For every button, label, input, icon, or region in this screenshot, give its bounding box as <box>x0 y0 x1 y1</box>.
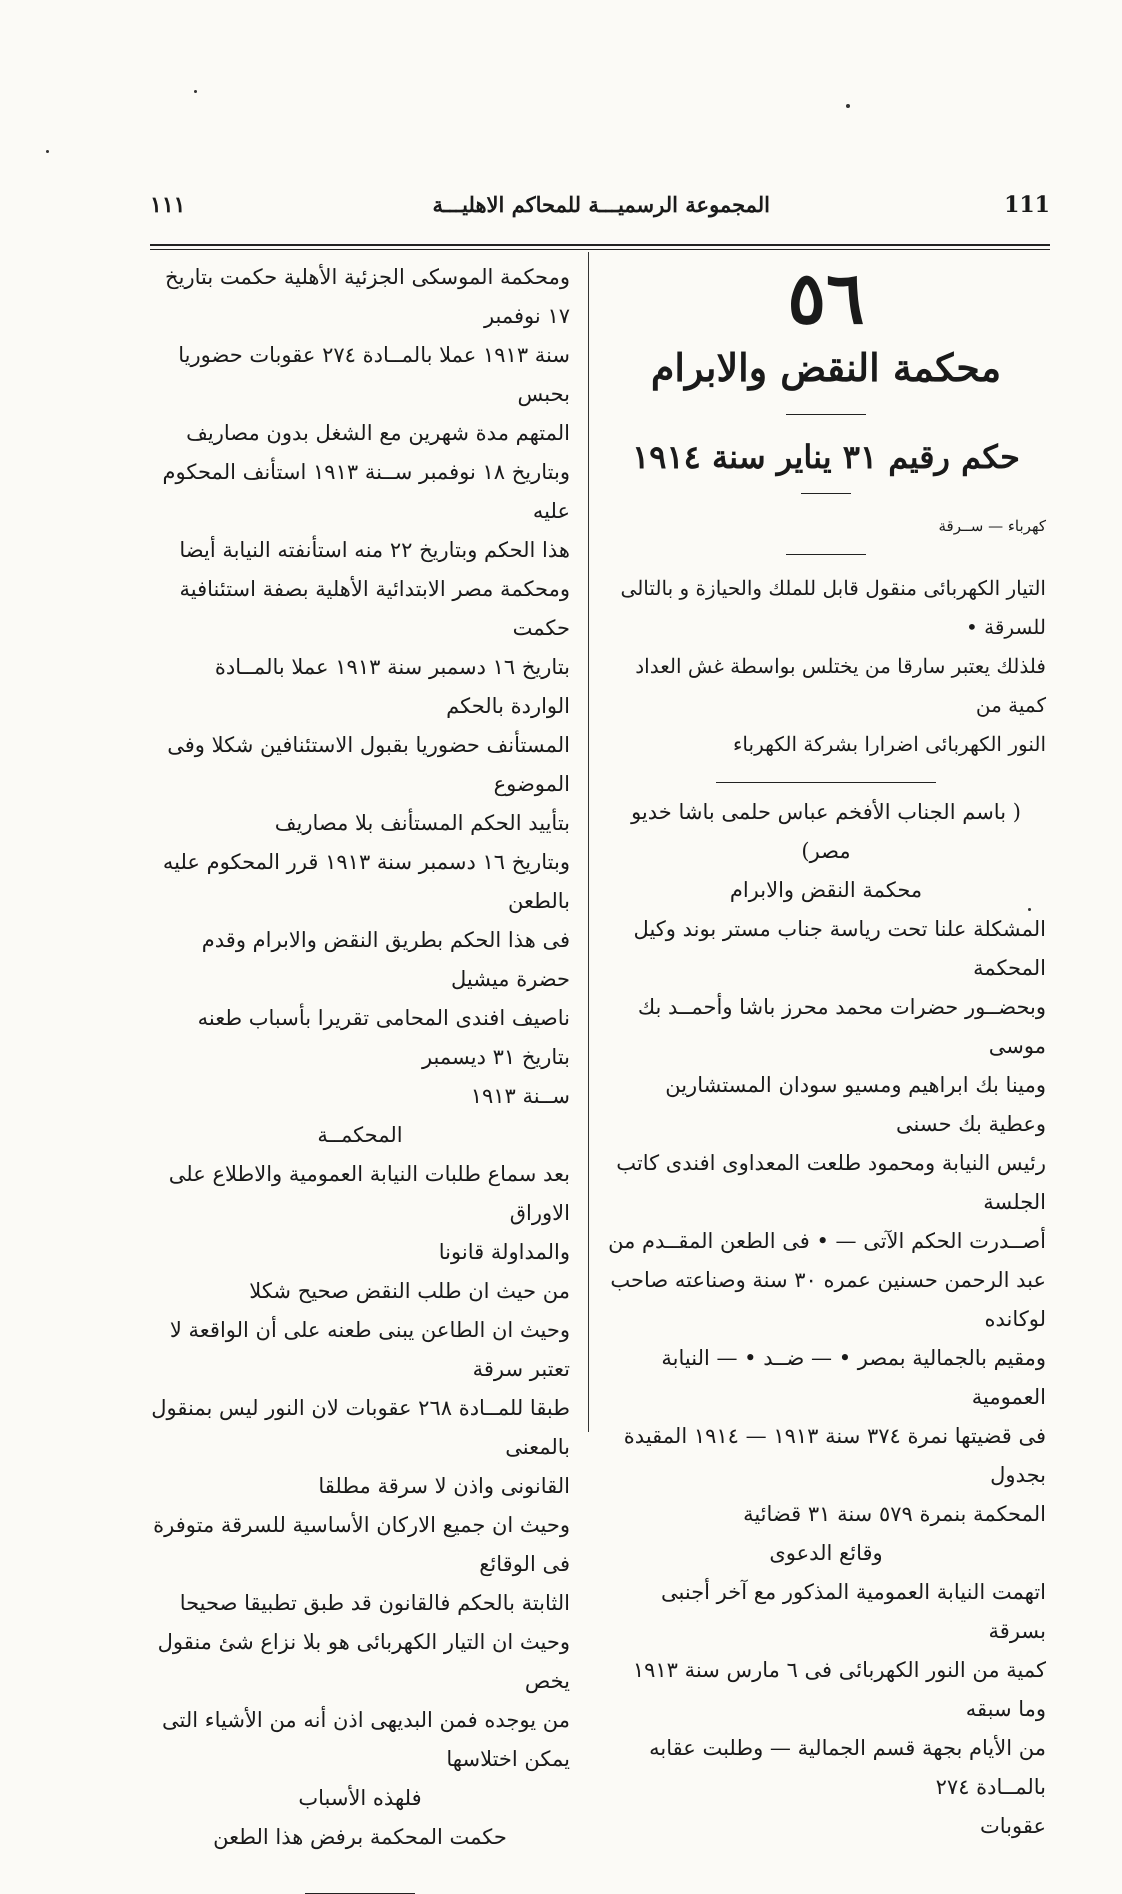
closing-heading: فلهذه الأسباب <box>298 1786 422 1810</box>
body-line: عبد الرحمن حسنين عمره ٣٠ سنة وصناعته صاحب لوكانده <box>610 1268 1046 1331</box>
text-line: ومحكمة مصر الابتدائية الأهلية بصفة استئنافية حكمت <box>179 577 570 640</box>
text-line: فى هذا الحكم بطريق النقض والابرام وقدم حضرة ميشيل <box>201 928 570 991</box>
summary-line: النور الكهربائى اضرارا بشركة الكهرباء <box>733 732 1046 756</box>
text-line: وبتاريخ ١٨ نوفمبر ســنة ١٩١٣ استأنف المحكوم عليه <box>162 460 570 523</box>
facts-line: من الأيام بجهة قسم الجمالية — وطلبت عقابه بالمــادة ٢٧٤ <box>649 1736 1046 1799</box>
subject-tags: كهرباء — ســرقة <box>938 517 1046 535</box>
reasoning-line: من يوجده فمن البديهى اذن أنه من الأشياء التى يمكن اختلاسها <box>162 1708 570 1771</box>
summary-line: التيار الكهربائى منقول قابل للملك والحيازة و بالتالى للسرقة • <box>620 576 1046 639</box>
text-line: سنة ١٩١٣ عملا بالمــادة ٢٧٤ عقوبات حضوريا بحبس <box>178 343 570 406</box>
body-line: ومينا بك ابراهيم ومسيو سودان المستشارين وعطية بك حسنى <box>665 1073 1046 1136</box>
summary-line: فلذلك يعتبر سارقا من يختلس بواسطة غش العداد كمية من <box>635 654 1046 717</box>
verdict: حكمت المحكمة برفض هذا الطعن <box>213 1825 507 1849</box>
divider <box>801 493 851 494</box>
court-heading: المحكمــة <box>317 1123 403 1147</box>
text-line: وبتاريخ ١٦ دسمبر سنة ١٩١٣ قرر المحكوم عليه بالطعن <box>162 850 570 913</box>
preamble-line: محكمة النقض والابرام <box>729 878 923 902</box>
body-line: وبحضــور حضرات محمد محرز باشا وأحمــد بك موسى <box>637 995 1046 1058</box>
reasoning-line: وحيث ان التيار الكهربائى هو بلا نزاع شئ منقول يخص <box>157 1630 570 1693</box>
body-line: المشكلة علنا تحت رياسة جناب مستر بوند وكيل المحكمة <box>633 917 1046 980</box>
left-column <box>150 258 570 1894</box>
ruling-body <box>606 910 1046 1534</box>
reasoning-line: من حيث ان طلب النقض صحيح شكلا <box>249 1279 570 1303</box>
facts-line: كمية من النور الكهربائى فى ٦ مارس سنة ١٩١٣ وما سبقه <box>632 1658 1046 1721</box>
preamble-line: ( باسم الجناب الأفخم عباس حلمى باشا خديو مصر) <box>631 800 1021 863</box>
reasoning-line: وحيث ان الطاعن يبنى طعنه على أن الواقعة لا تعتبر سرقة <box>169 1318 570 1381</box>
procedural-history <box>150 258 570 1116</box>
facts <box>606 1573 1046 1846</box>
case-number: ٥٦ <box>787 255 865 340</box>
text-line: بتأييد الحكم المستأنف بلا مصاريف <box>274 811 570 835</box>
body-line: المحكمة بنمرة ٥٧٩ سنة ٣١ قضائية <box>743 1502 1046 1526</box>
text-line: هذا الحكم وبتاريخ ٢٢ منه استأنفته النيابة أيضا <box>179 538 570 562</box>
page-number-latin: 111 <box>1004 192 1050 218</box>
column-divider <box>588 252 589 1432</box>
text-line: المستأنف حضوريا بقبول الاستئنافين شكلا وفى الموضوع <box>167 733 570 796</box>
reasoning-line: بعد سماع طلبات النيابة العمومية والاطلاع على الاوراق <box>168 1162 570 1225</box>
text-line: المتهم مدة شهرين مع الشغل بدون مصاريف <box>186 421 570 445</box>
reasoning-line: القانونى واذن لا سرقة مطلقا <box>318 1474 570 1498</box>
facts-heading: وقائع الدعوى <box>769 1541 883 1565</box>
reasoning-line: الثابتة بالحكم فالقانون قد طبق تطبيقا صحيحا <box>179 1591 570 1615</box>
body-line: فى قضيتها نمرة ٣٧٤ سنة ١٩١٣ — ١٩١٤ المقيدة بجدول <box>623 1424 1046 1487</box>
facts-line: اتهمت النيابة العمومية المذكور مع آخر أجنبى بسرقة <box>661 1580 1046 1643</box>
facts-line: عقوبات <box>979 1814 1046 1838</box>
reasoning-line: والمداولة قانونا <box>438 1240 570 1264</box>
header-rule-thick <box>150 244 1050 246</box>
reasoning-line: وحيث ان جميع الاركان الأساسية للسرقة متوفرة فى الوقائع <box>153 1513 570 1576</box>
text-line: ومحكمة الموسكى الجزئية الأهلية حكمت بتاريخ ١٧ نوفمبر <box>165 265 570 328</box>
header-rule-thin <box>150 249 1050 250</box>
speck <box>46 150 49 153</box>
divider <box>786 414 866 415</box>
body-line: ومقيم بالجمالية بمصر • — ضــد • — النيابة العمومية <box>661 1346 1046 1409</box>
body-line: أصــدرت الحكم الآتى — • فى الطعن المقــدم من <box>608 1229 1046 1253</box>
page-number-arabic: ١١١ <box>150 192 186 218</box>
divider <box>786 554 866 555</box>
reasoning-line: طبقا للمــادة ٢٦٨ عقوبات لان النور ليس بمنقول بالمعنى <box>151 1396 570 1459</box>
text-line: ناصيف افندى المحامى تقريرا بأسباب طعنه بتاريخ ٣١ ديسمبر <box>197 1006 570 1069</box>
speck <box>194 90 197 93</box>
divider <box>716 782 936 783</box>
text-line: بتاريخ ١٦ دسمبر سنة ١٩١٣ عملا بالمــادة الواردة بالحكم <box>214 655 570 718</box>
reasoning <box>150 1155 570 1779</box>
ruling-title: حكم رقيم ٣١ يناير سنة ١٩١٤ <box>632 438 1020 476</box>
text-line: ســنة ١٩١٣ <box>470 1084 570 1108</box>
speck <box>846 104 850 108</box>
page-header <box>150 192 1050 232</box>
running-title: المجموعة الرسميـــة للمحاكم الاهليـــة <box>432 192 770 217</box>
court-name: محكمة النقض والابرام <box>650 345 1002 390</box>
right-column <box>606 255 1046 1846</box>
ruling-summary <box>606 569 1046 764</box>
body-line: رئيس النيابة ومحمود طلعت المعداوى افندى كاتب الجلسة <box>616 1151 1046 1214</box>
